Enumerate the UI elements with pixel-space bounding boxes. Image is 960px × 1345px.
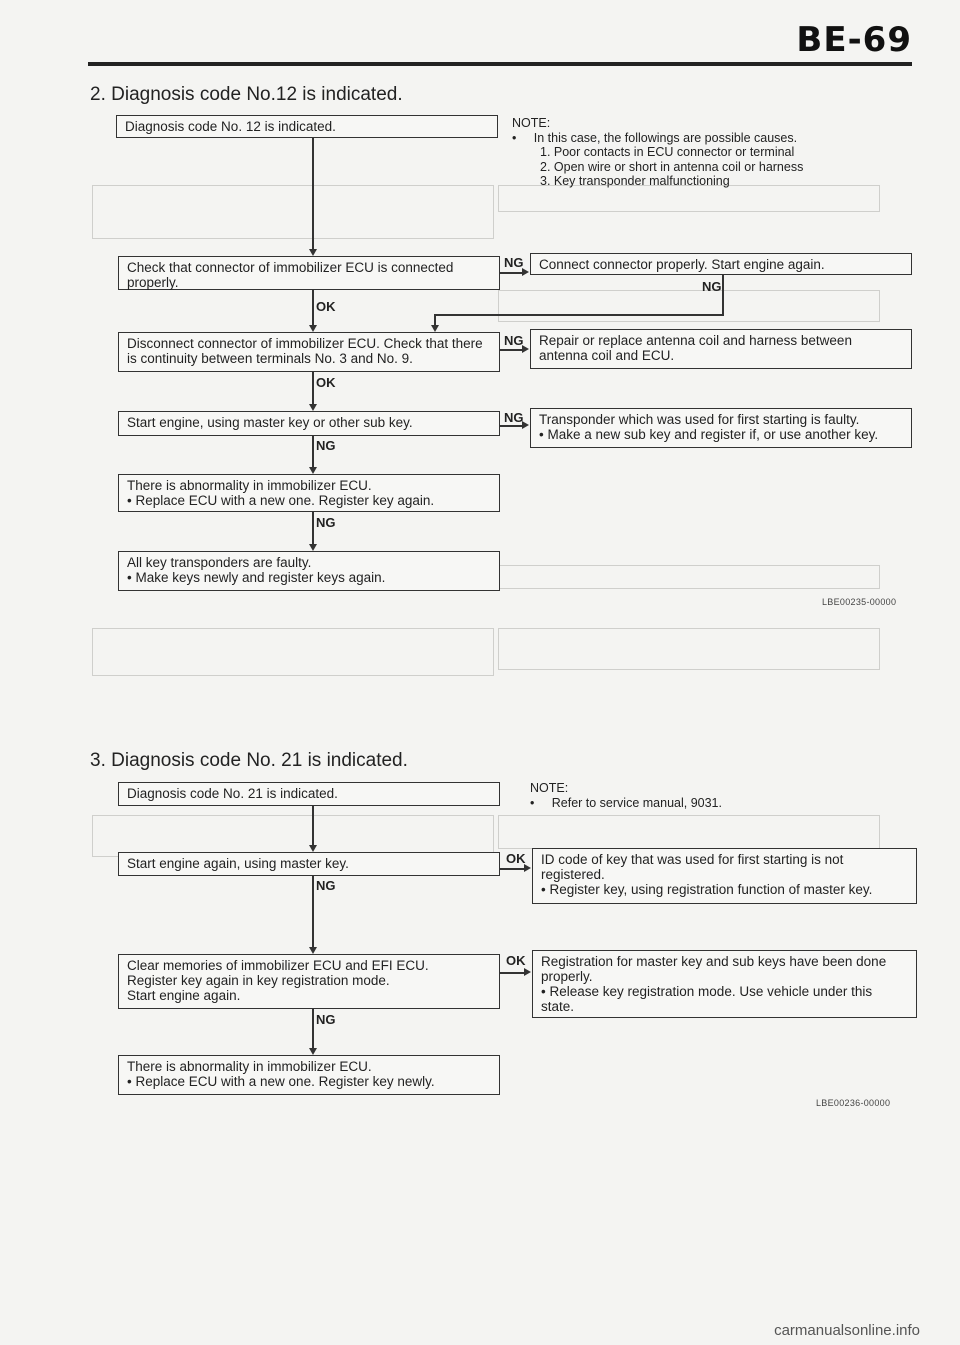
box-line: Transponder which was used for first starting is faulty.: [539, 412, 860, 427]
connector-line: [312, 372, 314, 405]
section-2-title: 2. Diagnosis code No.12 is indicated.: [90, 84, 403, 105]
connector-line: [500, 972, 524, 974]
box-repair-antenna: Repair or replace antenna coil and harness between antenna coil and ECU.: [530, 329, 912, 369]
arrow-head-down: [309, 1048, 317, 1055]
connector-line: [722, 275, 724, 315]
ghost-box: [498, 290, 880, 322]
box-code-21-start: Diagnosis code No. 21 is indicated.: [118, 782, 500, 806]
ghost-box: [498, 815, 880, 849]
note-line: • Refer to service manual, 9031.: [530, 795, 722, 810]
label-ng: NG: [702, 279, 722, 294]
box-check-connector: Check that connector of immobilizer ECU is connected properly.: [118, 256, 500, 290]
connector-line: [312, 806, 314, 846]
note-label: NOTE:: [512, 116, 551, 130]
box-transponders-faulty: [118, 551, 500, 591]
connector-line: [500, 349, 522, 351]
section-2-note: [512, 116, 912, 189]
page-number: BE-69: [796, 20, 912, 60]
connector-line: [500, 272, 522, 274]
box-connect-connector: Connect connector properly. Start engine again.: [530, 253, 912, 275]
box-start-engine: Start engine, using master key or other sub key.: [118, 411, 500, 436]
arrow-head-down: [309, 249, 317, 256]
arrow-head-right: [524, 968, 531, 976]
label-ok: OK: [316, 375, 336, 390]
label-ng: NG: [316, 438, 336, 453]
label-ng: NG: [316, 1012, 336, 1027]
arrow-head-down: [309, 544, 317, 551]
ghost-box: [92, 185, 494, 239]
arrow-head-down: [431, 325, 439, 332]
box-line: Registration for master key and sub keys have been done properly.: [541, 954, 887, 984]
note-line: 1. Poor contacts in ECU connector or terminal: [540, 145, 795, 159]
note-label: NOTE:: [530, 781, 569, 795]
arrow-head-down: [309, 467, 317, 474]
box-line: Register key again in key registration mode.: [127, 973, 390, 988]
header-rule: [88, 62, 912, 66]
ghost-box: [92, 628, 494, 676]
connector-line: [312, 138, 314, 249]
box-line: There is abnormality in immobilizer ECU.: [127, 1059, 372, 1074]
label-ng: NG: [504, 410, 524, 425]
note-line: 3. Key transponder malfunctioning: [540, 174, 730, 188]
footer-watermark: carmanualsonline.info: [774, 1322, 920, 1339]
box-code-12-start: Diagnosis code No. 12 is indicated.: [116, 115, 498, 138]
box-line: • Release key registration mode. Use vehicle under this state.: [541, 984, 908, 1014]
section-3-title: 3. Diagnosis code No. 21 is indicated.: [90, 750, 408, 771]
box-disconnect-connector: Disconnect connector of immobilizer ECU. Check that there is continuity between terminals No. 3 and No. 9.: [118, 332, 500, 372]
box-start-engine-master: Start engine again, using master key.: [118, 852, 500, 876]
connector-line: [312, 1009, 314, 1049]
box-id-code-not-registered: [532, 848, 917, 904]
ghost-box: [498, 565, 880, 589]
label-ok: OK: [316, 299, 336, 314]
figure-code: LBE00236-00000: [816, 1098, 891, 1108]
section-3-note: [530, 781, 910, 810]
connector-line: [312, 290, 314, 326]
connector-line: [312, 436, 314, 468]
label-ng: NG: [316, 878, 336, 893]
arrow-head-down: [309, 404, 317, 411]
connector-line: [500, 868, 524, 870]
box-line: Start engine again.: [127, 988, 241, 1003]
label-ng: NG: [504, 255, 524, 270]
label-ng: NG: [504, 333, 524, 348]
box-line: • Register key, using registration function of master key.: [541, 882, 908, 897]
arrow-head-down: [309, 947, 317, 954]
ghost-box: [498, 628, 880, 670]
arrow-head-down: [309, 845, 317, 852]
note-line: • In this case, the followings are possible causes.: [512, 130, 798, 145]
figure-code: LBE00235-00000: [822, 597, 897, 607]
note-line: 2. Open wire or short in antenna coil or harness: [540, 159, 804, 174]
box-line: • Replace ECU with a new one. Register key again.: [127, 493, 491, 508]
box-registration-done: [532, 950, 917, 1018]
connector-line: [434, 314, 724, 316]
box-line: • Replace ECU with a new one. Register key newly.: [127, 1074, 491, 1089]
box-line: ID code of key that was used for first starting is not registered.: [541, 852, 844, 882]
connector-line: [312, 876, 314, 948]
box-transponder-faulty: [530, 408, 912, 448]
label-ok: OK: [506, 851, 526, 866]
box-line: Clear memories of immobilizer ECU and EFI ECU.: [127, 958, 429, 973]
label-ng: NG: [316, 515, 336, 530]
label-ok: OK: [506, 953, 526, 968]
connector-line: [312, 512, 314, 545]
box-line: • Make a new sub key and register if, or use another key.: [539, 427, 903, 442]
box-clear-memories: [118, 954, 500, 1009]
box-ecu-abnormal-2: [118, 1055, 500, 1095]
box-line: • Make keys newly and register keys again.: [127, 570, 491, 585]
box-line: There is abnormality in immobilizer ECU.: [127, 478, 372, 493]
ghost-box: [498, 185, 880, 212]
connector-line: [500, 425, 522, 427]
box-line: All key transponders are faulty.: [127, 555, 312, 570]
arrow-head-down: [309, 325, 317, 332]
box-ecu-abnormal: [118, 474, 500, 512]
ghost-box: [92, 815, 494, 857]
